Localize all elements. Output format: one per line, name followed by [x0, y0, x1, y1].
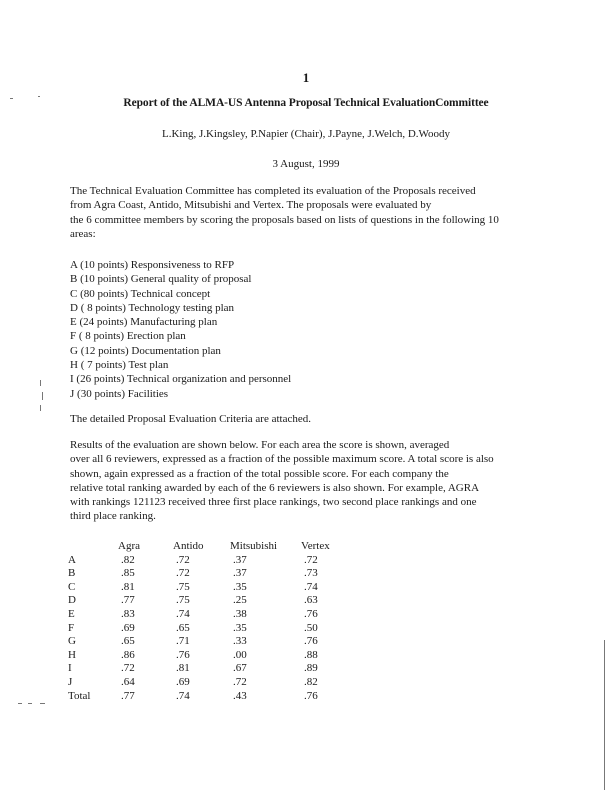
scan-mark [40, 380, 41, 386]
score-cell: .43 [233, 689, 247, 702]
score-cell: .82 [121, 553, 135, 566]
intro-line: areas: [70, 227, 96, 240]
column-header-antido: Antido [173, 540, 204, 552]
results-paragraph [70, 438, 550, 524]
scan-mark [40, 703, 45, 704]
score-cell: .71 [176, 635, 190, 648]
row-label: B [68, 567, 76, 580]
score-cell: .65 [176, 621, 190, 634]
area-item: C (80 points) Technical concept [70, 287, 211, 300]
criteria-note [70, 412, 550, 426]
row-label: J [68, 675, 73, 688]
score-cell: .72 [176, 567, 190, 580]
score-cell: .72 [121, 662, 135, 675]
score-cell: .63 [304, 594, 318, 607]
results-line: third place ranking. [70, 510, 156, 523]
report-title: Report of the ALMA-US Antenna Proposal Technical EvaluationCommittee [123, 97, 489, 109]
scan-edge-mark [604, 640, 605, 790]
area-item: H ( 7 points) Test plan [70, 359, 169, 372]
column-header [68, 540, 118, 554]
score-cell: .81 [121, 580, 135, 593]
score-cell: .72 [233, 675, 247, 688]
score-cell: .72 [176, 553, 190, 566]
column-header-mitsubishi: Mitsubishi [230, 540, 278, 552]
area-item: A (10 points) Responsiveness to RFP [70, 259, 235, 271]
score-cell: .83 [121, 607, 135, 620]
evaluation-areas-list [70, 258, 291, 401]
score-cell: .37 [233, 553, 247, 566]
area-item: J (30 points) Facilities [70, 387, 169, 400]
score-cell: .77 [121, 594, 135, 607]
score-cell: .35 [233, 621, 247, 634]
table-row [68, 554, 354, 568]
report-date: 3 August, 1999 [272, 158, 340, 170]
score-cell: .74 [176, 689, 190, 702]
score-cell: .67 [233, 662, 247, 675]
scores-table [68, 540, 354, 703]
results-line: shown, again expressed as a fraction of the total possible score. For each company the [70, 467, 449, 480]
table-row [68, 581, 354, 595]
row-label: C [68, 580, 76, 593]
score-cell: .65 [121, 635, 135, 648]
column-header-vertex: Vertex [301, 540, 330, 552]
score-cell: .85 [121, 567, 135, 580]
row-label: F [68, 621, 75, 634]
row-label: H [68, 648, 76, 661]
score-cell: .69 [121, 621, 135, 634]
score-cell: .76 [304, 607, 318, 620]
score-cell: .72 [304, 553, 318, 566]
table-row [68, 649, 354, 663]
intro-line: from Agra Coast, Antido, Mitsubishi and Vertex. The proposals were evaluated by [70, 199, 432, 212]
intro-paragraph [70, 184, 550, 241]
criteria-line: The detailed Proposal Evaluation Criteria are attached. [70, 413, 311, 425]
score-cell: .76 [304, 689, 318, 702]
score-cell: .33 [233, 635, 247, 648]
intro-line: the 6 committee members by scoring the proposals based on lists of questions in the following 10 [70, 213, 499, 226]
scan-mark [10, 98, 13, 99]
table-row [68, 635, 354, 649]
table-row [68, 690, 354, 704]
page-number: 1 [302, 70, 310, 85]
authors-line: L.King, J.Kingsley, P.Napier (Chair), J.Payne, J.Welch, D.Woody [161, 128, 451, 140]
area-item: I (26 points) Technical organization and personnel [70, 373, 292, 386]
scores-table-body [68, 554, 354, 704]
table-row [68, 662, 354, 676]
area-item: F ( 8 points) Erection plan [70, 330, 186, 343]
score-cell: .74 [304, 580, 318, 593]
row-label: A [68, 553, 76, 566]
score-cell: .82 [304, 675, 318, 688]
results-line: Results of the evaluation are shown below. For each area the score is shown, averaged [70, 439, 450, 451]
table-row [68, 622, 354, 636]
results-line: with rankings 121123 received three first place rankings, two second place rankings and one [70, 496, 477, 509]
score-cell: .76 [176, 648, 190, 661]
score-cell: .69 [176, 675, 190, 688]
score-cell: .64 [121, 675, 135, 688]
results-line: relative total ranking awarded by each of the 6 reviewers is also shown. For example, AGRA [70, 481, 480, 494]
area-item: D ( 8 points) Technology testing plan [70, 301, 235, 314]
area-item: G (12 points) Documentation plan [70, 344, 221, 357]
score-cell: .75 [176, 580, 190, 593]
scan-mark [18, 703, 22, 704]
score-cell: .50 [304, 621, 318, 634]
score-cell: .74 [176, 607, 190, 620]
row-label: I [68, 662, 72, 675]
column-header-agra: Agra [118, 540, 140, 552]
score-cell: .73 [304, 567, 318, 580]
score-cell: .37 [233, 567, 247, 580]
row-label: G [68, 635, 76, 648]
score-cell: .75 [176, 594, 190, 607]
score-cell: .86 [121, 648, 135, 661]
scan-mark [28, 703, 32, 704]
table-row [68, 594, 354, 608]
score-cell: .25 [233, 594, 247, 607]
table-row [68, 608, 354, 622]
table-row [68, 567, 354, 581]
score-cell: .77 [121, 689, 135, 702]
score-cell: .00 [233, 648, 247, 661]
results-line: over all 6 reviewers, expressed as a fraction of the possible maximum score. A total score is also [70, 453, 494, 466]
table-header-row [68, 540, 354, 554]
score-cell: .35 [233, 580, 247, 593]
score-cell: .76 [304, 635, 318, 648]
score-cell: .89 [304, 662, 318, 675]
row-label: E [68, 607, 75, 620]
area-item: B (10 points) General quality of proposal [70, 273, 252, 286]
scan-mark [42, 392, 43, 400]
score-cell: .81 [176, 662, 190, 675]
score-cell: .38 [233, 607, 247, 620]
scan-mark [38, 96, 40, 97]
area-item: E (24 points) Manufacturing plan [70, 316, 218, 329]
score-cell: .88 [304, 648, 318, 661]
table-row [68, 676, 354, 690]
row-label: Total [68, 689, 91, 702]
scan-mark [40, 405, 41, 411]
intro-line: The Technical Evaluation Committee has completed its evaluation of the Proposals received [70, 185, 476, 197]
row-label: D [68, 594, 76, 607]
